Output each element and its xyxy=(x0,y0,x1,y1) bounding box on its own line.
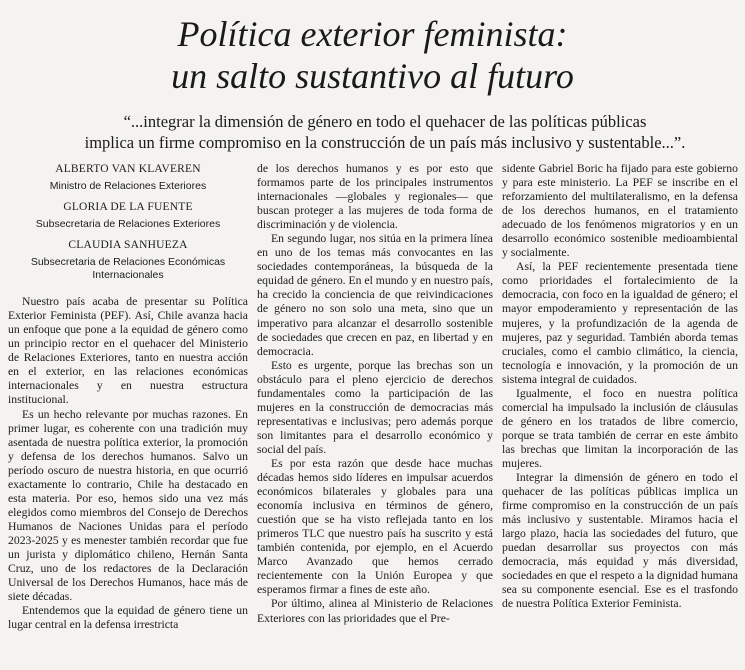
pull-quote-line-2: implica un firme compromiso en la construcción de un país más inclusivo y sustentable...”. xyxy=(84,133,686,152)
column-2 xyxy=(257,162,493,668)
body-paragraph: de los derechos humanos y es por esto que formamos parte de los principales instrumentos internacionales —globales y regionales— que buscan proteger a las mujeres de toda forma de discriminación y de violencia. xyxy=(257,162,493,232)
body-paragraph: Entendemos que la equidad de género tiene un lugar central en la defensa irrestricta xyxy=(8,604,248,632)
author-name: CLAUDIA SANHUEZA xyxy=(68,239,188,252)
body-paragraph: En segundo lugar, nos sitúa en la primera línea en uno de los temas más convocantes en las sociedades contemporáneas, la búsqueda de la equidad de género. En el mundo y en nuestro país, ha crecido la conciencia de que reivindicaciones de género no son solo una meta, sino que un imperativo para alcanzar el desarrollo sostenible de sociedades que crecen en paz, en libertad y en democracia. xyxy=(257,232,493,358)
column-1 xyxy=(8,162,248,668)
body-paragraph: Por último, alinea al Ministerio de Relaciones Exteriores con las prioridades que el Pre- xyxy=(257,597,493,625)
headline-line-2: un salto sustantivo al futuro xyxy=(171,56,574,96)
byline xyxy=(8,238,248,282)
author-role: Subsecretaria de Relaciones Económicas Internacionales xyxy=(30,256,226,282)
byline xyxy=(8,200,248,231)
author-role: Ministro de Relaciones Exteriores xyxy=(49,180,207,193)
column-3 xyxy=(502,162,738,668)
body-paragraph: sidente Gabriel Boric ha fijado para este gobierno y para este ministerio. La PEF se inscribe en el reforzamiento del multilateralismo, en la defensa de los derechos humanos, en el tratamiento adecuado de los fenómenos migratorios y en un desarrollo económico sostenible medioambiental y socialmente. xyxy=(502,162,738,260)
headline-line-1: Política exterior feminista: xyxy=(177,14,568,54)
body-paragraph: Nuestro país acaba de presentar su Política Exterior Feminista (PEF). Así, Chile avanza hacia un enfoque que pone a la equidad de género como un principio rector en el quehacer del Ministerio de Relaciones Exteriores, tanto en nuestra acción en el exterior, en las relaciones económicas internacionales y en nuestra estructura institucional. xyxy=(8,295,248,407)
body-paragraph: Esto es urgente, porque las brechas son un obstáculo para el pleno ejercicio de derechos fundamentales como la participación de las mujeres en la construcción de democracias más representativas e inclusivas; pero además porque son limitantes para el desarrollo económico y social del país. xyxy=(257,358,493,456)
body-paragraph: Igualmente, el foco en nuestra política comercial ha impulsado la inclusión de cláusulas de género en los tratados de libre comercio, porque se trata también de cerrar en este ámbito las brechas que limitan la incorporación de las mujeres. xyxy=(502,386,738,470)
body-paragraph: Integrar la dimensión de género en todo el quehacer de las políticas públicas implica un firme compromiso en la construcción de un país más inclusivo y sustentable. Miramos hacia el largo plazo, hacia las sociedades del futuro, que puedan desarrollar sus proyectos con más democracia, más equidad y más diversidad, sociedades en que el respeto a la dignidad humana sea su componente esencial. Ese es el trasfondo de nuestra Política Exterior Feminista. xyxy=(502,471,738,611)
byline xyxy=(8,162,248,193)
body-paragraph: Es por esta razón que desde hace muchas décadas hemos sido líderes en impulsar acuerdos económicos bilaterales y globales para una economía inclusiva en términos de género, cuestión que se ha visto reflejada tanto en los primeros TLC que nuestro país ha suscrito y está también contenida, por ejemplo, en el Acuerdo Marco Avanzado que hemos cerrado recientemente con la Unión Europea y que esperamos firmar a fines de este año. xyxy=(257,456,493,597)
pull-quote-line-1: “...integrar la dimensión de género en todo el quehacer de las políticas públicas xyxy=(123,112,647,131)
author-name: GLORIA DE LA FUENTE xyxy=(63,201,193,214)
body-paragraph: Es un hecho relevante por muchas razones. En primer lugar, es coherente con una tradición muy asentada de nuestra política exterior, la promoción y defensa de los derechos humanos. Salvo un período oscuro de nuestra historia, en que ocurrió exactamente lo contrario, Chile ha destacado en esta materia. Por eso, hemos sido una vez más elegidos como miembros del Consejo de Derechos Humanos de Naciones Unidas para el período 2023-2025 y es menester también recordar que fue un jurista y diplomático chileno, Hernán Santa Cruz, uno de los redactores de la Declaración Universal de los Derechos Humanos, hace más de siete décadas. xyxy=(8,407,248,604)
author-name: ALBERTO VAN KLAVEREN xyxy=(55,163,201,175)
author-role: Subsecretaria de Relaciones Exteriores xyxy=(35,218,221,231)
body-paragraph: Así, la PEF recientemente presentada tiene como prioridades el fortalecimiento de la democracia, con foco en la igualdad de género; el mayor empoderamiento y representación de las mujeres, y la profundización de la agenda de mujeres, paz y seguridad. También aborda temas cruciales, como el cambio climático, la ciencia, tecnología e innovación, y la promoción de un sistema integral de cuidados. xyxy=(502,260,738,386)
